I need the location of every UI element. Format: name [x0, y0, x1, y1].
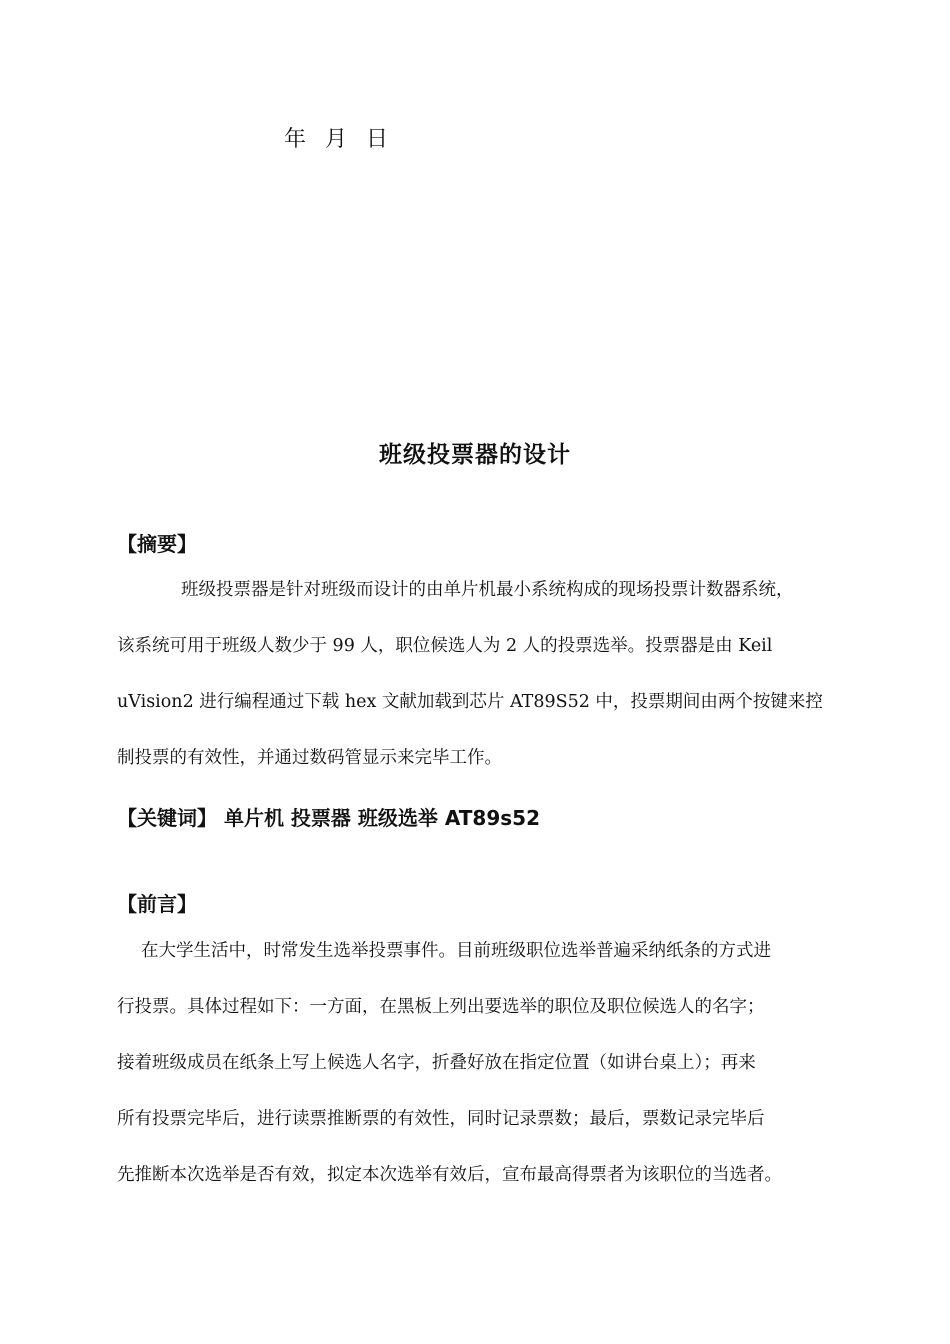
- preface-line: 先推断本次选举是否有效，拟定本次选举有效后，宣布最高得票者为该职位的当选者。: [117, 1165, 782, 1185]
- preface-line: 行投票。具体过程如下：一方面，在黑板上列出要选举的职位及职位候选人的名字；: [117, 997, 765, 1017]
- preface-paragraph: [117, 936, 847, 1216]
- date-line: 年 月 日: [284, 127, 394, 152]
- abstract-line: 制投票的有效性，并通过数码管显示来完毕工作。: [117, 748, 502, 768]
- abstract-paragraph: [117, 575, 847, 799]
- preface-line: 所有投票完毕后，进行读票推断票的有效性，同时记录票数；最后，票数记录完毕后: [117, 1109, 765, 1129]
- abstract-heading: 【摘要】: [117, 532, 197, 556]
- abstract-line: 该系统可用于班级人数少于 99 人，职位候选人为 2 人的投票选举。投票器是由 Keil: [117, 636, 773, 656]
- preface-line: 在大学生活中，时常发生选举投票事件。目前班级职位选举普遍采纳纸条的方式进: [141, 941, 771, 961]
- preface-line: 接着班级成员在纸条上写上候选人名字，折叠好放在指定位置（如讲台桌上）；再来: [117, 1053, 756, 1073]
- abstract-line: uVision2 进行编程通过下载 hex 文献加载到芯片 AT89S52 中，投票期间由两个按键来控: [117, 692, 823, 712]
- document-title: 班级投票器的设计: [379, 442, 571, 468]
- abstract-line: 班级投票器是针对班级而设计的由单片机最小系统构成的现场投票计数器系统，: [181, 580, 794, 600]
- preface-heading: 【前言】: [117, 892, 197, 916]
- keywords-line: 【关键词】 单片机 投票器 班级选举 AT89s52: [117, 806, 540, 830]
